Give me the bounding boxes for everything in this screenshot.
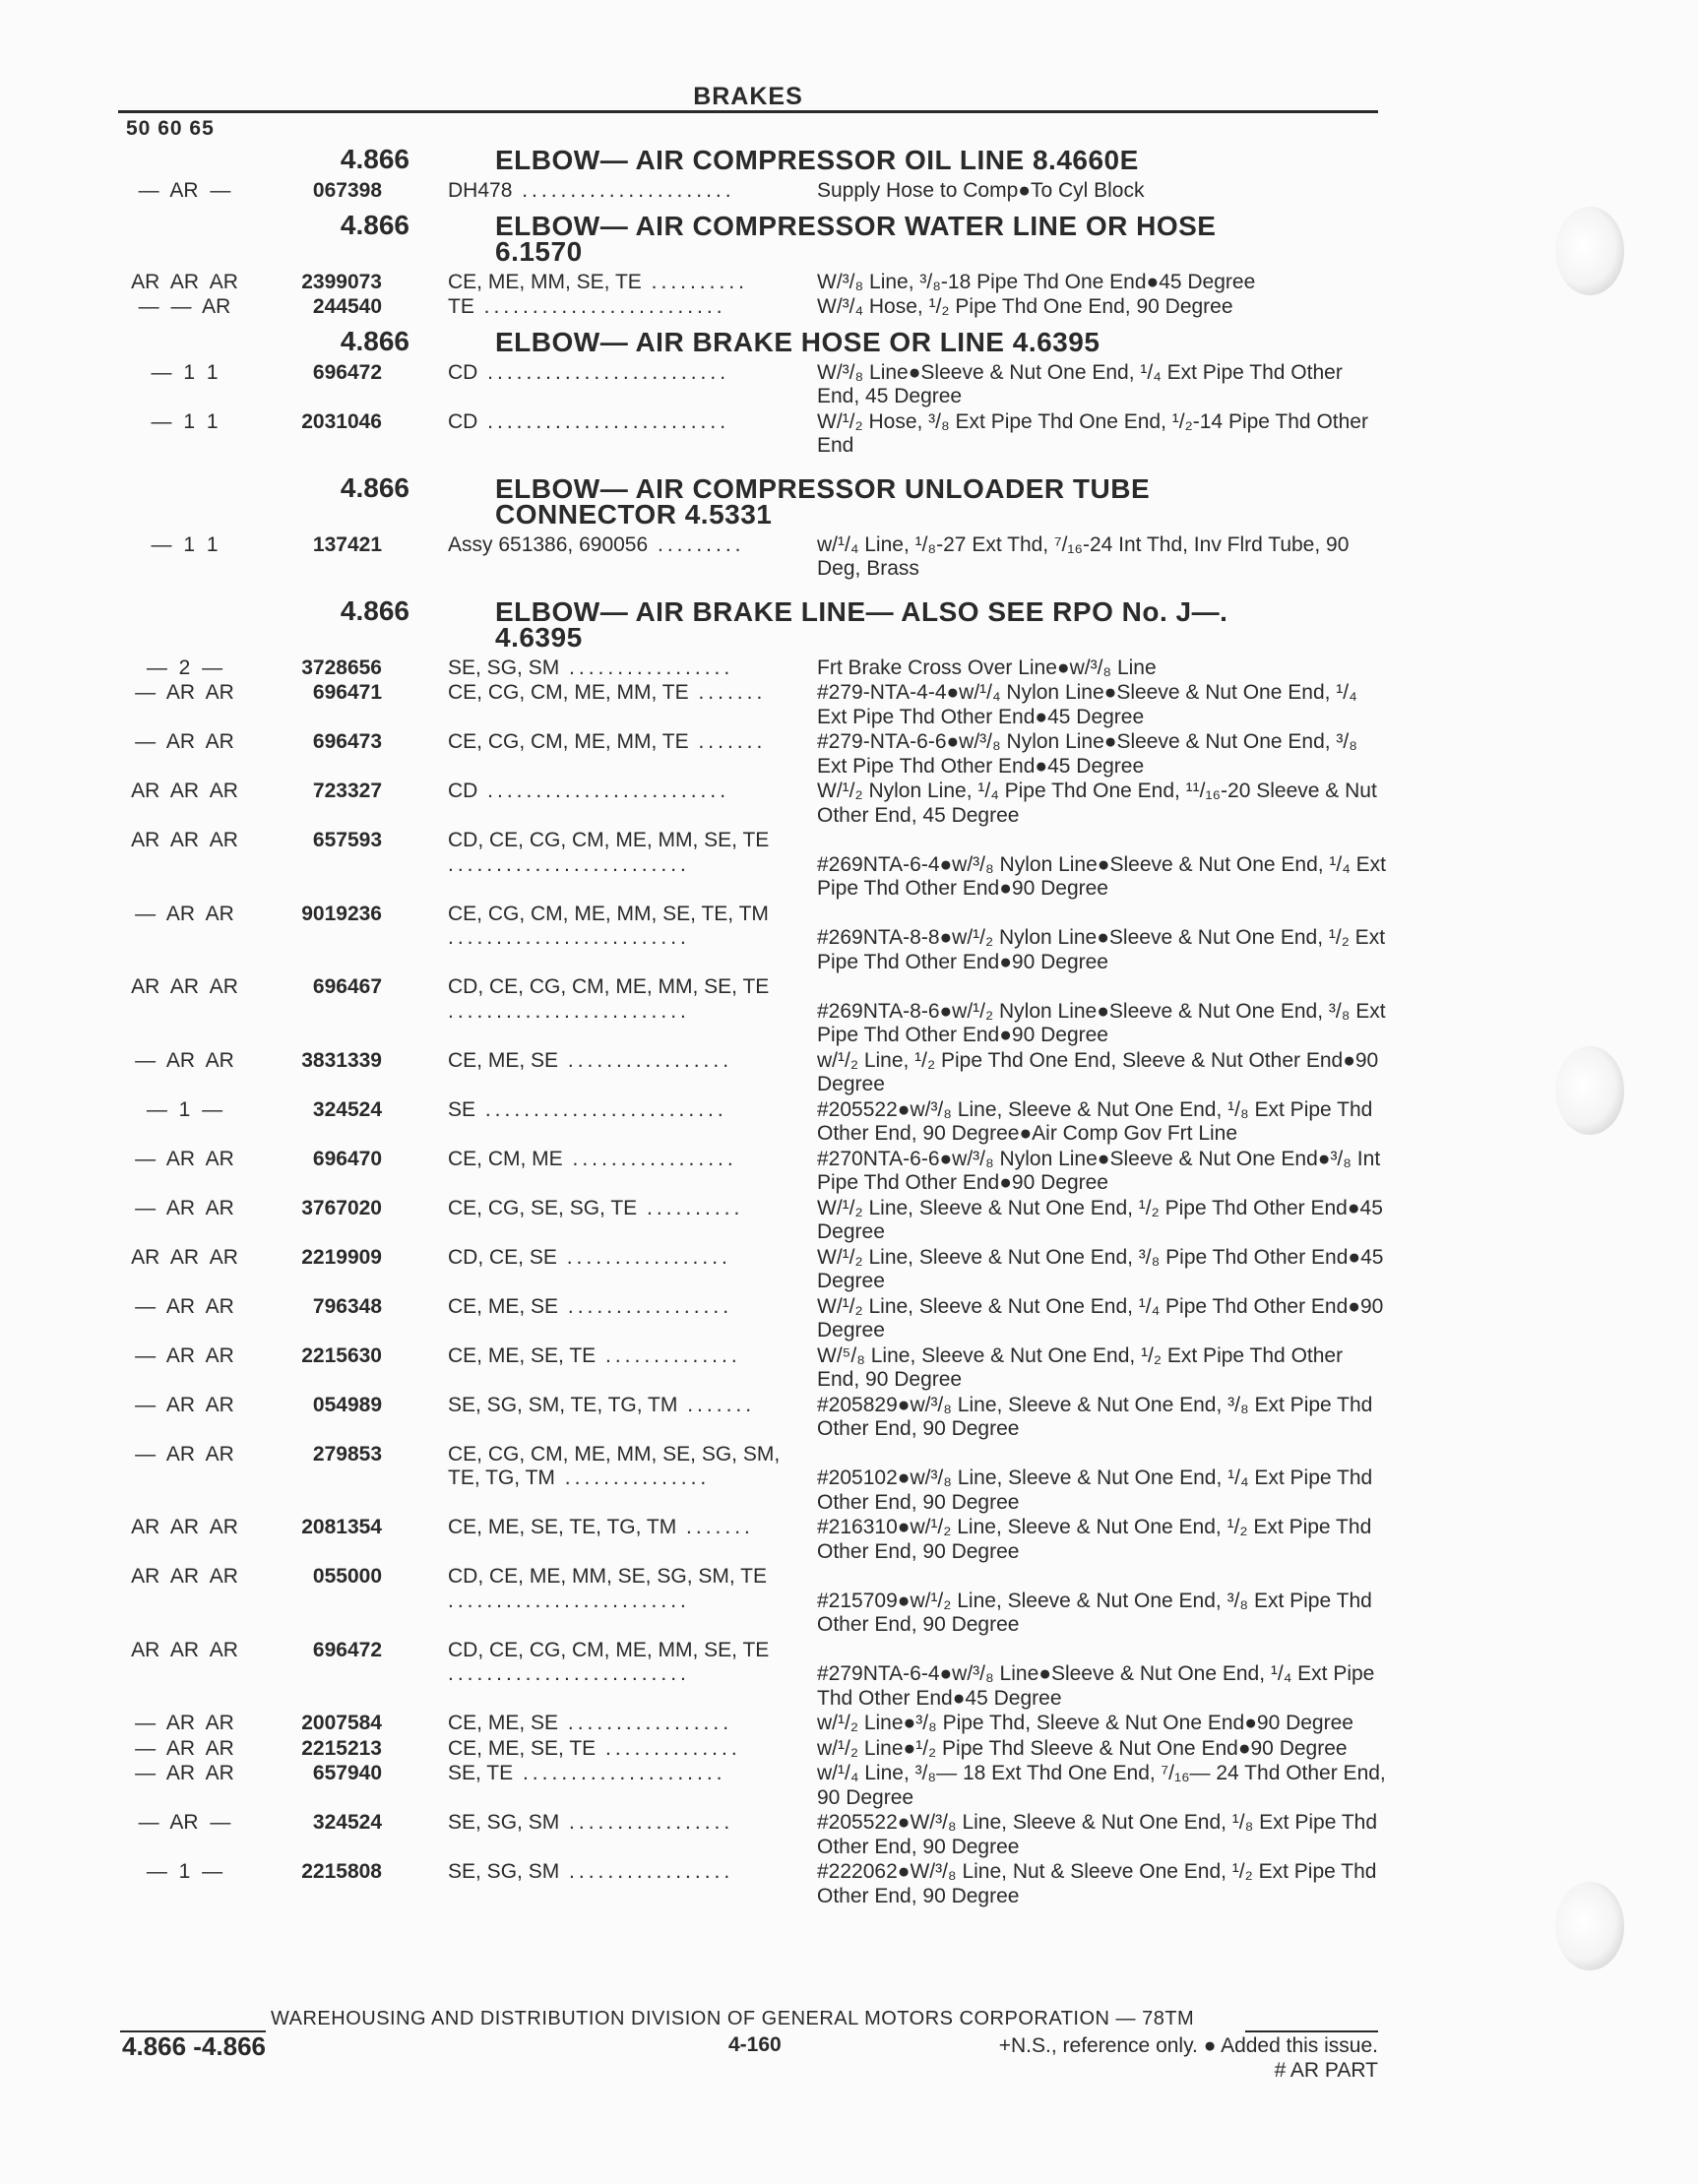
quantity-cell: — AR AR: [135, 1048, 234, 1072]
model-codes: CE, CG, CM, ME, MM, SE, TE, TM .........................: [448, 902, 769, 949]
quantity-cell: AR AR AR: [131, 270, 238, 293]
part-description: #269NTA-8-6●w/¹/₂ Nylon Line●Sleeve & Nut One End, ³/₈ Ext Pipe Thd Other End●90 Degree: [817, 999, 1386, 1046]
part-description: #216310●w/¹/₂ Line, Sleeve & Nut One End, ¹/₂ Ext Pipe Thd Other End, 90 Degree: [817, 1516, 1372, 1563]
leader-dots: .......: [688, 681, 767, 704]
part-row: [0, 903, 1496, 975]
part-description: #269NTA-8-8●w/¹/₂ Nylon Line●Sleeve & Nut One End, ¹/₂ Ext Pipe Thd Other End●90 Degree: [817, 926, 1386, 973]
leader-dots: ..............: [596, 1736, 741, 1760]
part-description: #222062●W/³/₈ Line, Nut & Sleeve One End, ¹/₂ Ext Pipe Thd Other End, 90 Degree: [817, 1860, 1377, 1907]
leader-dots: .................: [562, 1147, 737, 1170]
quantity-cell: AR AR AR: [131, 780, 238, 802]
quantity-cell: AR AR AR: [131, 975, 238, 998]
quantity-cell: — AR AR: [135, 681, 234, 704]
part-description: #269NTA-6-4●w/³/₈ Nylon Line●Sleeve & Nut One End, ¹/₄ Ext Pipe Thd Other End●90 Degree: [817, 852, 1387, 900]
part-description: #205829●w/³/₈ Line, Sleeve & Nut One End, ³/₈ Ext Pipe Thd Other End, 90 Degree: [817, 1393, 1373, 1440]
part-row: [0, 1737, 1496, 1762]
footer-note-line: # AR PART: [1274, 2059, 1378, 2082]
part-number: 324524: [312, 1097, 382, 1121]
page-number: 4-160: [728, 2033, 782, 2056]
leader-dots: .................: [559, 1860, 734, 1883]
part-number: 796348: [312, 1294, 382, 1318]
quantity-cell: — AR AR: [135, 1393, 234, 1416]
leader-dots: .....................: [513, 1762, 726, 1784]
quantity-cell: — AR AR: [135, 1762, 234, 1784]
quantity-cell: — 1 1: [151, 409, 219, 433]
page-title: BRAKES: [693, 83, 803, 110]
quantity-cell: — AR AR: [135, 1343, 234, 1367]
part-row: [0, 656, 1496, 681]
part-number: 723327: [312, 780, 382, 802]
part-number: 696471: [312, 681, 382, 704]
leader-dots: .................: [559, 1811, 734, 1834]
section-title: ELBOW— AIR COMPRESSOR UNLOADER TUBE CONNECTOR 4.5331: [495, 472, 1151, 530]
leader-dots: .......: [676, 1516, 754, 1538]
part-description: w/¹/₂ Line●¹/₂ Pipe Thd Sleeve & Nut One End●90 Degree: [817, 1736, 1348, 1760]
model-codes: SE .........................: [448, 1097, 727, 1121]
leader-dots: .........................: [477, 409, 730, 433]
part-description: W/¹/₂ Nylon Line, ¹/₄ Pipe Thd One End, ¹¹/₁₆-20 Sleeve & Nut Other End, 45 Degree: [817, 780, 1377, 827]
quantity-cell: AR AR AR: [131, 1516, 238, 1538]
model-codes: CE, CG, CM, ME, MM, TE .......: [448, 730, 767, 753]
model-codes: SE, SG, SM .................: [448, 655, 734, 679]
part-row: [0, 1344, 1496, 1393]
part-number: 137421: [312, 532, 382, 556]
part-description: Supply Hose to Comp●To Cyl Block: [817, 179, 1145, 202]
part-row: [0, 681, 1496, 729]
quantity-cell: — AR AR: [135, 1147, 234, 1170]
leader-dots: .........................: [448, 926, 690, 949]
part-description: #215709●w/¹/₂ Line, Sleeve & Nut One End, ³/₈ Ext Pipe Thd Other End, 90 Degree: [817, 1589, 1372, 1636]
leader-dots: .................: [558, 1048, 733, 1072]
part-number: 696472: [312, 1638, 382, 1661]
quantity-cell: — AR AR: [135, 1294, 234, 1318]
section-header: [0, 472, 1496, 528]
part-number: 657593: [312, 829, 382, 851]
part-row: [0, 1443, 1496, 1516]
part-row: [0, 533, 1496, 582]
part-description: #270NTA-6-6●w/³/₈ Nylon Line●Sleeve & Nut One End●³/₈ Int Pipe Thd Other End●90 Degree: [817, 1147, 1381, 1194]
leader-dots: .........................: [448, 852, 690, 876]
model-codes: CE, CG, SE, SG, TE ..........: [448, 1196, 744, 1219]
quantity-cell: — AR AR: [135, 1712, 234, 1734]
quantity-cell: — AR —: [138, 1811, 231, 1834]
leader-dots: .........................: [448, 1662, 690, 1685]
part-description: W/⁵/₈ Line, Sleeve & Nut One End, ¹/₂ Ext Pipe Thd Other End, 90 Degree: [817, 1343, 1344, 1391]
model-codes: CD .........................: [448, 360, 730, 384]
part-number: 279853: [312, 1442, 382, 1466]
footer-note-line: +N.S., reference only. ● Added this issue.: [998, 2034, 1378, 2057]
leader-dots: .........................: [448, 1589, 690, 1612]
part-description: #205522●W/³/₈ Line, Sleeve & Nut One End, ¹/₈ Ext Pipe Thd Other End, 90 Degree: [817, 1811, 1378, 1858]
leader-dots: .........................: [477, 780, 730, 802]
section-header: [0, 595, 1496, 651]
section-header: [0, 210, 1496, 265]
part-row: [0, 1098, 1496, 1147]
part-number: 696467: [312, 975, 382, 998]
part-number: 055000: [312, 1565, 382, 1588]
model-codes: CE, ME, SE .................: [448, 1294, 733, 1318]
quantity-cell: — 1 —: [146, 1860, 223, 1883]
quantity-cell: AR AR AR: [131, 829, 238, 851]
model-codes: SE, TE .....................: [448, 1762, 726, 1784]
part-description: W/¹/₂ Line, Sleeve & Nut One End, ¹/₄ Pipe Thd Other End●90 Degree: [817, 1294, 1384, 1342]
model-codes: CE, ME, SE, TE, TG, TM .......: [448, 1516, 754, 1538]
section-number: 4.866: [340, 209, 409, 240]
model-codes: CE, ME, SE .................: [448, 1048, 733, 1072]
part-description: #205102●w/³/₈ Line, Sleeve & Nut One End, ¹/₄ Ext Pipe Thd Other End, 90 Degree: [817, 1466, 1373, 1514]
binder-hole: [1555, 1882, 1624, 1970]
part-description: w/¹/₂ Line, ¹/₂ Pipe Thd One End, Sleeve & Nut Other End●90 Degree: [817, 1048, 1379, 1095]
quantity-cell: — AR AR: [135, 730, 234, 753]
part-row: [0, 410, 1496, 459]
model-codes: CD, CE, CG, CM, ME, MM, SE, TE .........................: [448, 829, 770, 876]
part-number: 657940: [312, 1762, 382, 1784]
quantity-cell: — — AR: [138, 295, 231, 318]
model-codes: DH478 ......................: [448, 179, 735, 202]
leader-dots: .................: [558, 1712, 733, 1734]
part-description: Frt Brake Cross Over Line●w/³/₈ Line: [817, 655, 1157, 679]
leader-dots: ..............: [596, 1343, 741, 1367]
part-number: 3767020: [301, 1196, 382, 1219]
model-codes: CD, CE, ME, MM, SE, SG, SM, TE .........................: [448, 1565, 767, 1612]
model-codes: CD .........................: [448, 409, 730, 433]
part-number: 696472: [312, 360, 382, 384]
section-number: 4.866: [340, 144, 409, 174]
quantity-cell: — AR AR: [135, 1196, 234, 1219]
part-row: [0, 295, 1496, 320]
model-codes: CE, ME, SE, TE ..............: [448, 1343, 741, 1367]
section-title: ELBOW— AIR COMPRESSOR OIL LINE 8.4660E: [495, 145, 1139, 175]
part-row: [0, 1565, 1496, 1638]
leader-dots: ...............: [554, 1466, 711, 1489]
part-description: W/³/₈ Line●Sleeve & Nut One End, ¹/₄ Ext Pipe Thd Other End, 45 Degree: [817, 360, 1343, 407]
model-codes: CD .........................: [448, 780, 730, 802]
leader-dots: .........: [648, 532, 745, 556]
part-description: w/¹/₂ Line●³/₈ Pipe Thd, Sleeve & Nut One End●90 Degree: [817, 1712, 1353, 1734]
part-row: [0, 1860, 1496, 1908]
section-title: ELBOW— AIR BRAKE HOSE OR LINE 4.6395: [495, 326, 1101, 357]
part-row: [0, 271, 1496, 295]
footer-range: 4.866 -4.866: [122, 2031, 267, 2061]
section-number: 4.866: [340, 594, 409, 626]
section-number: 4.866: [340, 471, 409, 503]
leader-dots: .........................: [477, 360, 730, 384]
part-row: [0, 1295, 1496, 1343]
quantity-cell: — 1 —: [146, 1097, 223, 1121]
part-description: W/³/₈ Line, ³/₈-18 Pipe Thd One End●45 Degree: [817, 270, 1256, 293]
year-columns-header: 50 60 65: [126, 117, 215, 140]
part-row: [0, 1811, 1496, 1859]
part-number: 696473: [312, 730, 382, 753]
part-number: 2399073: [301, 270, 382, 293]
model-codes: SE, SG, SM, TE, TG, TM .......: [448, 1393, 756, 1416]
part-row: [0, 1246, 1496, 1294]
part-number: 324524: [312, 1811, 382, 1834]
leader-dots: .................: [558, 1294, 733, 1318]
part-row: [0, 1049, 1496, 1097]
model-codes: CD, CE, SE .................: [448, 1245, 731, 1269]
quantity-cell: — AR —: [138, 179, 231, 202]
model-codes: TE .........................: [448, 295, 726, 318]
section-number: 4.866: [340, 325, 409, 356]
part-description: W/¹/₂ Hose, ³/₈ Ext Pipe Thd One End, ¹/₂-14 Pipe Thd Other End: [817, 409, 1368, 457]
part-row: [0, 1197, 1496, 1245]
model-codes: CE, ME, SE .................: [448, 1712, 733, 1734]
leader-dots: .................: [559, 655, 734, 679]
model-codes: CE, CM, ME .................: [448, 1147, 737, 1170]
quantity-cell: — AR AR: [135, 1442, 234, 1466]
model-codes: Assy 651386, 690056 .........: [448, 532, 745, 556]
part-number: 067398: [312, 179, 382, 202]
footer-notes: [886, 2033, 1378, 2083]
part-description: w/¹/₄ Line, ³/₈— 18 Ext Thd One End, ⁷/₁₆— 24 Thd Other End, 90 Degree: [817, 1762, 1386, 1809]
part-description: W/¹/₂ Line, Sleeve & Nut One End, ³/₈ Pipe Thd Other End●45 Degree: [817, 1245, 1384, 1292]
part-number: 2215630: [301, 1343, 382, 1367]
leader-dots: .................: [556, 1245, 731, 1269]
part-row: [0, 730, 1496, 779]
part-description: W/¹/₂ Line, Sleeve & Nut One End, ¹/₂ Pipe Thd Other End●45 Degree: [817, 1196, 1383, 1243]
part-row: [0, 975, 1496, 1048]
model-codes: CE, CG, CM, ME, MM, TE .......: [448, 681, 767, 704]
leader-dots: .........................: [448, 999, 690, 1023]
part-number: 2081354: [301, 1516, 382, 1538]
binder-hole: [1555, 207, 1624, 295]
part-row: [0, 1762, 1496, 1810]
part-description: #279-NTA-4-4●w/¹/₄ Nylon Line●Sleeve & Nut One End, ¹/₄ Ext Pipe Thd Other End●45 Degree: [817, 681, 1357, 728]
quantity-cell: — 1 1: [151, 532, 219, 556]
part-number: 3728656: [301, 655, 382, 679]
part-row: [0, 1394, 1496, 1442]
quantity-cell: — 2 —: [146, 655, 223, 679]
part-number: 9019236: [301, 902, 382, 925]
model-codes: SE, SG, SM .................: [448, 1860, 734, 1883]
part-row: [0, 1516, 1496, 1564]
part-row: [0, 829, 1496, 902]
model-codes: SE, SG, SM .................: [448, 1811, 734, 1834]
part-number: 2007584: [301, 1712, 382, 1734]
binder-hole: [1555, 1046, 1624, 1135]
part-number: 696470: [312, 1147, 382, 1170]
part-number: 244540: [312, 295, 382, 318]
part-number: 3831339: [301, 1048, 382, 1072]
part-number: 2031046: [301, 409, 382, 433]
part-description: w/¹/₄ Line, ¹/₈-27 Ext Thd, ⁷/₁₆-24 Int Thd, Inv Flrd Tube, 90 Deg, Brass: [817, 532, 1350, 580]
leader-dots: ..........: [641, 270, 748, 293]
title-rule: [118, 110, 1378, 113]
section-title: ELBOW— AIR COMPRESSOR WATER LINE OR HOSE 6.1570: [495, 210, 1217, 267]
part-number: 2219909: [301, 1245, 382, 1269]
part-number: 2215808: [301, 1860, 382, 1883]
section-header: [0, 326, 1496, 355]
part-description: W/³/₄ Hose, ¹/₂ Pipe Thd One End, 90 Degree: [817, 295, 1233, 318]
part-row: [0, 361, 1496, 409]
footer-rule: [1245, 2030, 1378, 2032]
part-row: [0, 1639, 1496, 1712]
quantity-cell: — AR AR: [135, 1736, 234, 1760]
part-description: #279-NTA-6-6●w/³/₈ Nylon Line●Sleeve & Nut One End, ³/₈ Ext Pipe Thd Other End●45 Degree: [817, 730, 1357, 778]
section-title: ELBOW— AIR BRAKE LINE— ALSO SEE RPO No. J—. 4.6395: [495, 595, 1228, 653]
quantity-cell: — 1 1: [151, 360, 219, 384]
leader-dots: .........................: [473, 295, 726, 318]
leader-dots: ..........: [637, 1196, 744, 1219]
part-row: [0, 179, 1496, 204]
section-header: [0, 144, 1496, 173]
leader-dots: .......: [688, 730, 767, 753]
model-codes: CD, CE, CG, CM, ME, MM, SE, TE .........................: [448, 975, 770, 1023]
parts-list: [0, 138, 1496, 1909]
leader-dots: .......: [677, 1393, 756, 1416]
part-row: [0, 1148, 1496, 1196]
quantity-cell: — AR AR: [135, 902, 234, 925]
part-number: 2215213: [301, 1736, 382, 1760]
quantity-cell: AR AR AR: [131, 1245, 238, 1269]
model-codes: CE, ME, MM, SE, TE ..........: [448, 270, 748, 293]
model-codes: CE, CG, CM, ME, MM, SE, SG, SM, TE, TG, TM ...............: [448, 1442, 781, 1489]
model-codes: CE, ME, SE, TE ..............: [448, 1736, 741, 1760]
part-description: #205522●w/³/₈ Line, Sleeve & Nut One End, ¹/₈ Ext Pipe Thd Other End, 90 Degree●Air Comp Gov Frt Line: [817, 1097, 1373, 1145]
leader-dots: ......................: [512, 179, 735, 202]
part-row: [0, 1712, 1496, 1736]
quantity-cell: AR AR AR: [131, 1638, 238, 1661]
leader-dots: .........................: [475, 1097, 727, 1121]
footer-division: WAREHOUSING AND DISTRIBUTION DIVISION OF GENERAL MOTORS CORPORATION — 78TM: [271, 2008, 1195, 2029]
part-description: #279NTA-6-4●w/³/₈ Line●Sleeve & Nut One End, ¹/₄ Ext Pipe Thd Other End●45 Degree: [817, 1662, 1375, 1710]
part-row: [0, 780, 1496, 828]
quantity-cell: AR AR AR: [131, 1565, 238, 1588]
model-codes: CD, CE, CG, CM, ME, MM, SE, TE .........................: [448, 1638, 770, 1685]
part-number: 054989: [312, 1393, 382, 1416]
